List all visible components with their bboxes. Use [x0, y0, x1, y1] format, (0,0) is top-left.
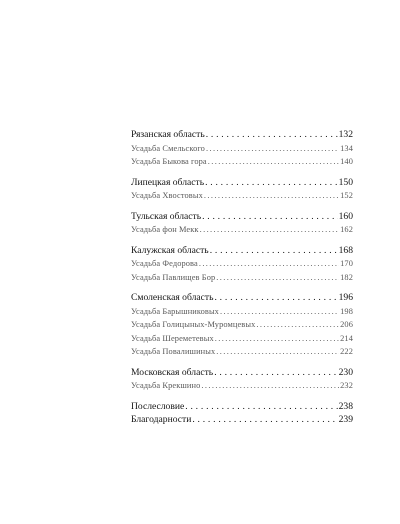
toc-section-title[interactable]	[131, 128, 353, 142]
toc-page-number: 170	[340, 259, 353, 268]
leader-dots	[192, 413, 337, 427]
toc-entry-label: Усадьба Голицыных-Муромцевых	[131, 320, 256, 329]
toc-entry[interactable]	[131, 142, 353, 156]
toc-entry[interactable]	[131, 223, 353, 237]
table-of-contents	[131, 128, 353, 434]
leader-dots	[215, 332, 339, 346]
toc-entry[interactable]	[131, 305, 353, 319]
toc-page-number: 198	[340, 306, 353, 316]
toc-entry-label: Усадьба Быкова гора	[131, 157, 207, 166]
toc-section-tula	[131, 210, 353, 237]
toc-entry-label: Усадьба Смельского	[131, 143, 205, 153]
toc-page-number: 196	[338, 292, 353, 303]
toc-entry-label: Усадьба Шереметевых	[131, 333, 214, 343]
toc-entry[interactable]	[131, 155, 353, 169]
toc-entry-label: Рязанская область	[131, 129, 205, 140]
toc-entry-label: Калужская область	[131, 244, 209, 256]
toc-entry-label: Тульская область	[131, 210, 202, 222]
toc-section-title[interactable]	[131, 291, 353, 305]
toc-entry[interactable]	[131, 271, 353, 285]
leader-dots	[200, 223, 340, 237]
toc-entry[interactable]	[131, 332, 353, 346]
leader-dots	[204, 189, 339, 203]
toc-page-number: 150	[338, 176, 353, 188]
toc-entry[interactable]	[131, 189, 353, 203]
leader-dots	[214, 291, 337, 305]
toc-page-number: 182	[340, 272, 353, 282]
toc-section-title[interactable]	[131, 176, 353, 190]
toc-entry-label: Усадьба Хвостовых	[131, 191, 203, 200]
toc-page-number: 132	[338, 129, 353, 140]
toc-section-smolensk	[131, 291, 353, 359]
toc-entry[interactable]	[131, 345, 353, 359]
leader-dots	[205, 176, 338, 190]
toc-page-number: 168	[338, 244, 353, 256]
toc-entry-label: Усадьба Барышниковых	[131, 306, 219, 316]
leader-dots	[199, 257, 339, 271]
toc-entry[interactable]	[131, 379, 353, 393]
toc-page-number: 238	[338, 400, 353, 412]
leader-dots	[208, 155, 339, 169]
toc-page-number: 140	[340, 157, 353, 166]
toc-entry-label: Благодарности	[131, 414, 192, 425]
toc-section-title[interactable]	[131, 210, 353, 224]
toc-page-number: 160	[338, 210, 353, 222]
leader-dots	[216, 345, 339, 359]
leader-dots	[201, 379, 339, 393]
leader-dots	[256, 318, 339, 332]
toc-entry-label: Липецкая область	[131, 176, 205, 188]
toc-entry-label: Московская область	[131, 366, 214, 378]
leader-dots	[206, 142, 339, 156]
leader-dots	[185, 400, 337, 414]
leader-dots	[214, 366, 337, 380]
toc-section-title[interactable]	[131, 400, 353, 414]
toc-page-number: 232	[340, 381, 353, 390]
toc-section-title[interactable]	[131, 413, 353, 427]
toc-page-number: 152	[340, 191, 353, 200]
toc-page-number: 162	[340, 225, 353, 234]
toc-entry-label: Усадьба фон Мекк	[131, 225, 199, 234]
leader-dots	[216, 271, 339, 285]
toc-entry[interactable]	[131, 318, 353, 332]
toc-section-moscow	[131, 366, 353, 393]
toc-entry-label: Усадьба Федорова	[131, 259, 198, 268]
leader-dots	[202, 210, 338, 224]
toc-section-lipetsk	[131, 176, 353, 203]
toc-section-kaluga	[131, 244, 353, 285]
toc-entry-label: Усадьба Повалишиных	[131, 347, 216, 356]
toc-entry-label: Послесловие	[131, 400, 185, 412]
leader-dots	[206, 128, 338, 142]
toc-page-number: 222	[340, 347, 353, 356]
toc-section-closing	[131, 400, 353, 427]
leader-dots	[220, 305, 339, 319]
toc-page-number: 134	[340, 143, 353, 153]
toc-section-ryazan	[131, 128, 353, 169]
toc-entry[interactable]	[131, 257, 353, 271]
toc-page-number: 239	[338, 414, 353, 425]
leader-dots	[210, 244, 338, 258]
toc-section-title[interactable]	[131, 244, 353, 258]
toc-entry-label: Усадьба Павлищев Бор	[131, 272, 216, 282]
toc-page-number: 230	[338, 366, 353, 378]
toc-section-title[interactable]	[131, 366, 353, 380]
toc-page-number: 214	[340, 333, 353, 343]
toc-entry-label: Усадьба Крекшино	[131, 381, 201, 390]
toc-entry-label: Смоленская область	[131, 292, 214, 303]
toc-page-number: 206	[340, 320, 353, 329]
